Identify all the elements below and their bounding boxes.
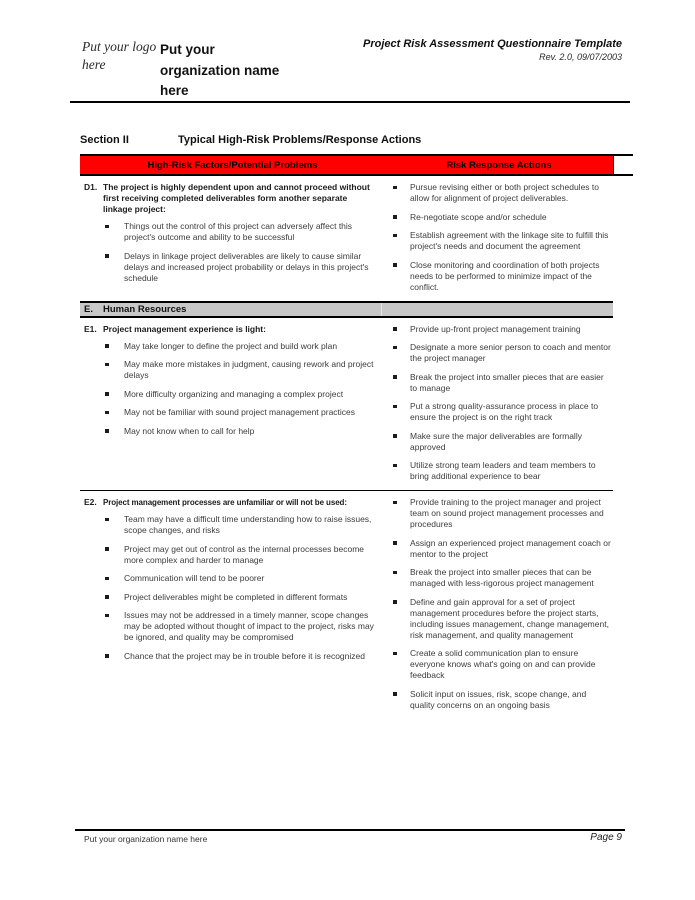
list-item-text: Project deliverables might be completed in different formats bbox=[124, 591, 348, 602]
square-bullet-icon bbox=[105, 573, 124, 584]
list-item-text: Break the project into smaller pieces that can be managed with less-rigorous project management bbox=[410, 567, 594, 588]
square-bullet-icon bbox=[105, 407, 124, 418]
square-bullet-icon bbox=[105, 359, 124, 381]
list-item-text: Create a solid communication plan to ensure everyone knows what's going on and can provide feedback bbox=[410, 648, 596, 680]
list-item bbox=[105, 651, 375, 662]
item-heading-e1 bbox=[84, 324, 375, 335]
list-item-text: Assign an experienced project management coach or mentor to the project bbox=[410, 537, 611, 559]
list-item bbox=[105, 544, 375, 566]
list-item bbox=[105, 359, 375, 381]
list-item-text: Utilize strong team leaders and team members to bring additional experience to bear bbox=[410, 460, 596, 481]
organization-name: Put your organization name here bbox=[160, 42, 280, 98]
square-bullet-icon bbox=[105, 651, 124, 662]
square-bullet-icon bbox=[393, 230, 410, 252]
list-item bbox=[105, 592, 375, 603]
section-row-human-resources bbox=[80, 301, 613, 318]
response-list-d1 bbox=[393, 182, 611, 293]
response-list-e1 bbox=[393, 324, 611, 483]
list-item-text: May not be familiar with sound project management practices bbox=[124, 407, 356, 417]
response-cell-d1 bbox=[385, 182, 613, 293]
problem-list-e2 bbox=[105, 514, 375, 662]
list-item-text: May not know when to call for help bbox=[124, 425, 255, 436]
table-header-row bbox=[80, 154, 633, 176]
list-item-text: Team may have a difficult time understanding how to raise issues, scope changes, and risks bbox=[124, 514, 372, 535]
square-bullet-icon bbox=[393, 182, 410, 204]
list-item-text: Establish agreement with the linkage site to fulfill this project's needs and document the agreement bbox=[410, 230, 609, 251]
list-item-text: Break the project into smaller pieces that are easier to manage bbox=[410, 371, 604, 393]
table-body bbox=[80, 176, 613, 719]
problem-list-d1 bbox=[105, 221, 375, 284]
list-item bbox=[393, 497, 611, 530]
item-title: Project management processes are unfamiliar or will not be used: bbox=[103, 498, 347, 507]
list-item-text: Provide training to the project manager and project team on sound project management processes and procedures bbox=[410, 497, 604, 529]
list-item bbox=[393, 260, 611, 293]
header-divider bbox=[70, 101, 630, 103]
list-item-text: Define and gain approval for a set of project management procedures before the project starts, including issues management, change management, risk management, and quality management bbox=[410, 596, 609, 640]
list-item-text: Chance that the project may be in trouble before it is recognized bbox=[124, 650, 365, 661]
list-item-text: Provide up-front project management training bbox=[410, 323, 581, 334]
list-item bbox=[393, 212, 611, 223]
list-item-text: May make more mistakes in judgment, causing rework and project delays bbox=[124, 359, 374, 380]
response-list-e2 bbox=[393, 497, 611, 711]
list-item bbox=[105, 514, 375, 536]
risk-row-e2 bbox=[80, 490, 613, 719]
list-item bbox=[393, 342, 611, 364]
list-item-text: Delays in linkage project deliverables are likely to cause similar delays and increased project probability or delays in this project's schedule bbox=[124, 250, 369, 283]
item-heading-d1 bbox=[84, 182, 375, 215]
list-item bbox=[393, 460, 611, 482]
square-bullet-icon bbox=[393, 401, 410, 423]
list-item bbox=[393, 538, 611, 560]
risk-row-e1 bbox=[80, 318, 613, 491]
square-bullet-icon bbox=[393, 597, 410, 641]
item-heading-e2 bbox=[84, 497, 375, 508]
list-item bbox=[105, 407, 375, 418]
problem-cell-e2 bbox=[80, 497, 385, 711]
list-item-text: Close monitoring and coordination of both projects needs to be performed to minimize impact of the conflict. bbox=[410, 259, 600, 292]
logo-placeholder: Put your logo here bbox=[82, 39, 157, 72]
list-item bbox=[105, 426, 375, 437]
square-bullet-icon bbox=[393, 497, 410, 530]
square-bullet-icon bbox=[105, 592, 124, 603]
list-item bbox=[105, 251, 375, 284]
title-block bbox=[363, 38, 622, 62]
list-item bbox=[393, 324, 611, 335]
square-bullet-icon bbox=[105, 426, 124, 437]
square-bullet-icon bbox=[105, 514, 124, 536]
square-bullet-icon bbox=[105, 221, 124, 243]
square-bullet-icon bbox=[105, 389, 124, 400]
square-bullet-icon bbox=[393, 538, 410, 560]
square-bullet-icon bbox=[393, 567, 410, 589]
item-id: E2. bbox=[84, 497, 97, 507]
square-bullet-icon bbox=[393, 372, 410, 394]
risk-row-d1 bbox=[80, 176, 613, 301]
list-item bbox=[105, 221, 375, 243]
column-header-problems: High-Risk Factors/Potential Problems bbox=[80, 156, 385, 174]
list-item bbox=[393, 401, 611, 423]
list-item bbox=[393, 372, 611, 394]
item-id: D1. bbox=[84, 182, 98, 192]
item-title: Project management experience is light: bbox=[103, 323, 266, 334]
square-bullet-icon bbox=[393, 212, 410, 223]
list-item-text: Things out the control of this project can adversely affect this project's outcome and ability to be successful bbox=[124, 221, 353, 242]
list-item bbox=[105, 610, 375, 643]
square-bullet-icon bbox=[393, 648, 410, 681]
item-id: E1. bbox=[84, 323, 97, 334]
list-item bbox=[393, 431, 611, 453]
list-item bbox=[393, 567, 611, 589]
list-item bbox=[393, 230, 611, 252]
list-item-text: More difficulty organizing and managing a complex project bbox=[124, 388, 344, 399]
response-cell-e2 bbox=[385, 497, 613, 711]
problem-cell-e1 bbox=[80, 324, 385, 483]
section-title: Typical High-Risk Problems/Response Actions bbox=[178, 134, 422, 146]
square-bullet-icon bbox=[393, 342, 410, 364]
item-title: The project is highly dependent upon and cannot proceed without first receiving completed deliverables form another separate linkage project: bbox=[103, 182, 370, 214]
problem-cell-d1 bbox=[80, 182, 385, 293]
list-item bbox=[105, 389, 375, 400]
column-header-responses: Risk Response Actions bbox=[385, 156, 613, 174]
list-item bbox=[393, 648, 611, 681]
list-item bbox=[393, 597, 611, 641]
column-header-stub bbox=[613, 156, 631, 174]
document-title: Project Risk Assessment Questionnaire Template bbox=[363, 38, 622, 50]
footer-organization-name: Put your organization name here bbox=[84, 834, 208, 844]
list-item bbox=[105, 341, 375, 352]
list-item-text: Put a strong quality-assurance process in place to ensure the project is on the right track bbox=[410, 401, 599, 422]
square-bullet-icon bbox=[393, 431, 410, 453]
square-bullet-icon bbox=[393, 324, 410, 335]
list-item-text: Pursue revising either or both project schedules to allow for alignment of project deliverables. bbox=[410, 182, 599, 203]
section-row-id: E. bbox=[84, 303, 93, 315]
response-cell-e1 bbox=[385, 324, 613, 483]
list-item-text: Communication will tend to be poorer bbox=[124, 573, 265, 583]
document-revision: Rev. 2.0, 09/07/2003 bbox=[539, 52, 622, 62]
list-item-text: Project may get out of control as the internal processes become more complex and harder to manage bbox=[124, 543, 365, 565]
footer-divider bbox=[75, 829, 625, 831]
section-row-title: Human Resources bbox=[103, 303, 187, 315]
section-label: Section II bbox=[80, 134, 129, 146]
section-heading bbox=[80, 134, 421, 146]
list-item bbox=[393, 182, 611, 204]
square-bullet-icon bbox=[393, 689, 410, 711]
list-item-text: Designate a more senior person to coach and mentor the project manager bbox=[410, 342, 611, 363]
list-item-text: Make sure the major deliverables are formally approved bbox=[410, 430, 582, 452]
list-item bbox=[393, 689, 611, 711]
square-bullet-icon bbox=[393, 260, 410, 293]
square-bullet-icon bbox=[105, 544, 124, 566]
list-item-text: Solicit input on issues, risk, scope change, and quality concerns on an ongoing basis bbox=[410, 688, 587, 710]
footer-page-number: Page 9 bbox=[590, 832, 622, 843]
list-item-text: Issues may not be addressed in a timely manner, scope changes may be adopted without thought of impact to the project, risks may be ignored, and quality may be compromised bbox=[124, 610, 374, 642]
square-bullet-icon bbox=[105, 341, 124, 352]
square-bullet-icon bbox=[105, 251, 124, 284]
risk-table bbox=[80, 154, 633, 719]
square-bullet-icon bbox=[393, 460, 410, 482]
list-item-text: Re-negotiate scope and/or schedule bbox=[410, 211, 547, 222]
square-bullet-icon bbox=[105, 610, 124, 643]
problem-list-e1 bbox=[105, 341, 375, 437]
list-item bbox=[105, 573, 375, 584]
list-item-text: May take longer to define the project and build work plan bbox=[124, 340, 338, 351]
